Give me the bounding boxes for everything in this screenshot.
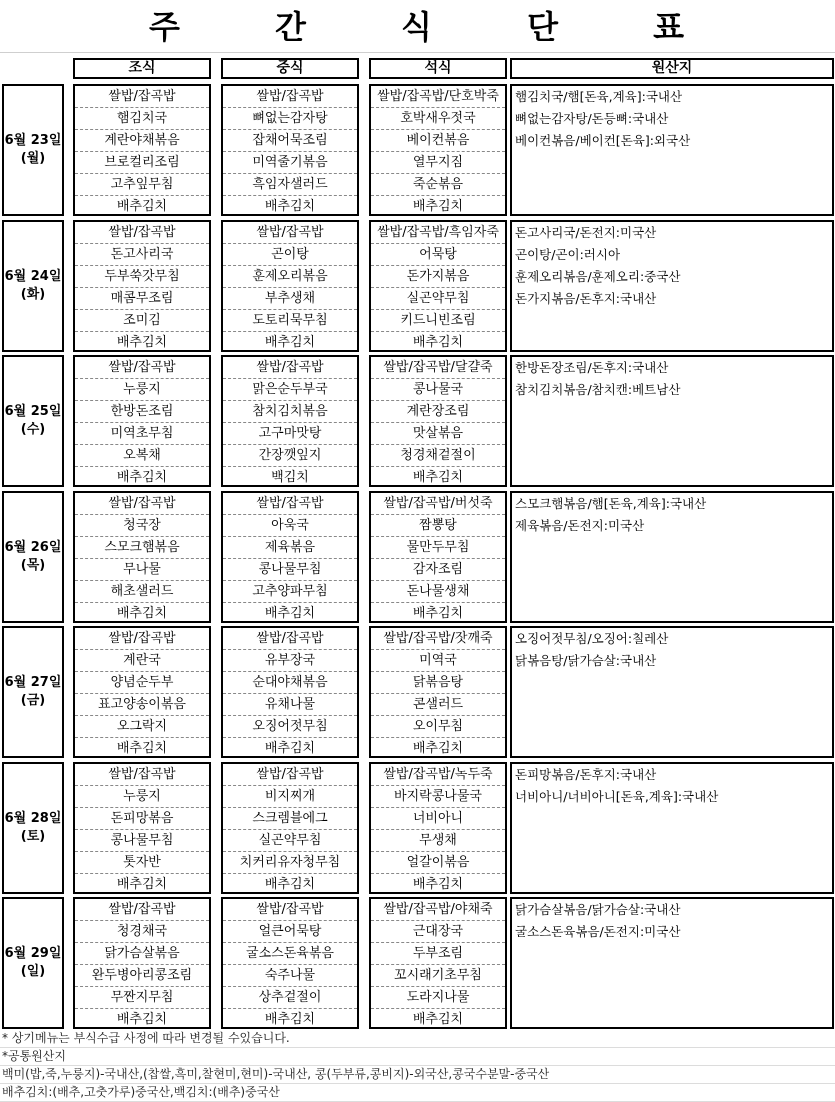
menu-item: 배추김치 <box>116 741 168 756</box>
menu-item: 배추김치 <box>412 199 464 214</box>
origin-item: 돈가지볶음/돈후지:국내산 <box>515 291 657 306</box>
menu-item: 순대야채볶음 <box>223 672 357 694</box>
date-label: 6월 29일 <box>4 946 62 961</box>
menu-item: 숙주나물 <box>223 965 357 987</box>
menu-item: 쌀밥/잡곡밥 <box>223 222 357 244</box>
dinner-menu <box>369 626 507 758</box>
menu-item: 굴소스돈육볶음 <box>223 943 357 965</box>
menu-item: 배추김치 <box>412 741 464 756</box>
menu-item: 오그락지 <box>75 716 209 738</box>
breakfast-menu <box>73 220 211 352</box>
menu-item: 실곤약무침 <box>371 288 505 310</box>
menu-item: 배추김치 <box>264 741 316 756</box>
menu-item: 배추김치 <box>264 199 316 214</box>
menu-item: 해초샐러드 <box>75 581 209 603</box>
origin-item: 참치김치볶음/참치캔:베트남산 <box>515 382 681 397</box>
menu-item: 청경채국 <box>75 921 209 943</box>
menu-item: 배추김치 <box>116 335 168 350</box>
origin-item <box>512 716 832 738</box>
header-breakfast: 조식 <box>73 58 211 79</box>
lunch-menu <box>221 897 359 1029</box>
origin-item <box>512 603 832 625</box>
menu-item: 간장깻잎지 <box>223 445 357 467</box>
origin-item: 돈고사리국/돈전지:미국산 <box>515 225 657 240</box>
origin-menu <box>510 762 834 894</box>
date-label: 6월 27일 <box>4 675 62 690</box>
origin-menu <box>510 897 834 1029</box>
menu-item: 배추김치 <box>412 470 464 485</box>
menu-item: 닭가슴살볶음 <box>75 943 209 965</box>
menu-item: 쌀밥/잡곡밥 <box>223 628 357 650</box>
day-block <box>0 762 835 894</box>
menu-item: 오복채 <box>75 445 209 467</box>
dinner-menu <box>369 220 507 352</box>
origin-item: 스모크햄볶음/햄[돈육,계육]:국내산 <box>515 496 707 511</box>
origin-item: 한방돈장조림/돈후지:국내산 <box>515 360 669 375</box>
date-label: 6월 26일 <box>4 540 62 555</box>
weekday-label: (토) <box>20 829 46 844</box>
menu-item: 닭볶음탕 <box>371 672 505 694</box>
origin-item: 닭볶음탕/닭가슴살:국내산 <box>515 653 657 668</box>
origin-item <box>512 467 832 489</box>
menu-item: 백김치 <box>271 470 309 485</box>
menu-item: 바지락콩나물국 <box>371 786 505 808</box>
day-block <box>0 355 835 487</box>
menu-item: 잡채어묵조림 <box>223 130 357 152</box>
origin-item: 뼈없는감자탕/돈등뼈:국내산 <box>515 111 669 126</box>
origin-menu <box>510 355 834 487</box>
origin-item <box>512 738 832 760</box>
menu-item: 스크렘블에그 <box>223 808 357 830</box>
breakfast-menu <box>73 626 211 758</box>
menu-item: 어묵탕 <box>371 244 505 266</box>
origin-item <box>512 808 832 830</box>
menu-item: 배추김치 <box>116 1012 168 1027</box>
breakfast-menu <box>73 355 211 487</box>
date-label: 6월 25일 <box>4 404 62 419</box>
notes <box>0 1030 835 1102</box>
day-block <box>0 626 835 758</box>
menu-item: 곤이탕 <box>223 244 357 266</box>
menu-item: 배추김치 <box>264 606 316 621</box>
menu-item: 매콤무조림 <box>75 288 209 310</box>
origin-item <box>512 196 832 218</box>
menu-item: 키드니빈조림 <box>371 310 505 332</box>
menu-item: 두부쑥갓무침 <box>75 266 209 288</box>
weekday-label: (월) <box>20 151 46 166</box>
origin-item: 돈피망볶음/돈후지:국내산 <box>515 767 657 782</box>
origin-item <box>512 852 832 874</box>
menu-item: 배추김치 <box>116 199 168 214</box>
origin-item <box>512 559 832 581</box>
breakfast-menu <box>73 897 211 1029</box>
menu-item: 쌀밥/잡곡밥 <box>75 764 209 786</box>
menu-item: 열무지짐 <box>371 152 505 174</box>
dinner-menu <box>369 491 507 623</box>
menu-item: 무생채 <box>371 830 505 852</box>
origin-item: 너비아니/너비아니[돈육,계육]:국내산 <box>515 789 719 804</box>
menu-item: 쌀밥/잡곡밥/버섯죽 <box>371 493 505 515</box>
note-common-origin-title: *공통원산지 <box>0 1048 835 1066</box>
menu-item: 물만두무침 <box>371 537 505 559</box>
origin-item: 제육볶음/돈전지:미국산 <box>515 518 645 533</box>
note-rice-bean-origin: 백미(밥,죽,누룽지)-국내산,(찹쌀,흑미,찰현미,현미)-국내산, 콩(두부류,콩비지)-외국산,콩국수분말-중국산 <box>0 1066 835 1084</box>
day-date <box>2 762 64 894</box>
day-date <box>2 220 64 352</box>
menu-item: 꼬시래기초무침 <box>371 965 505 987</box>
menu-item: 햄김치국 <box>75 108 209 130</box>
menu-item: 미역줄기볶음 <box>223 152 357 174</box>
origin-menu <box>510 220 834 352</box>
menu-item: 청경채겉절이 <box>371 445 505 467</box>
menu-item: 고추양파무침 <box>223 581 357 603</box>
menu-item: 제육볶음 <box>223 537 357 559</box>
menu-item: 돈나물생채 <box>371 581 505 603</box>
menu-item: 쌀밥/잡곡밥 <box>223 899 357 921</box>
weekday-label: (목) <box>20 558 46 573</box>
menu-item: 콘샐러드 <box>371 694 505 716</box>
menu-item: 도토리묵무침 <box>223 310 357 332</box>
menu-item: 쌀밥/잡곡밥/달걀죽 <box>371 357 505 379</box>
date-label: 6월 28일 <box>4 811 62 826</box>
note-change-notice: * 상기메뉴는 부식수급 사정에 따라 변경될 수있습니다. <box>0 1030 835 1048</box>
menu-item: 배추김치 <box>116 877 168 892</box>
menu-item: 한방돈조림 <box>75 401 209 423</box>
lunch-menu <box>221 762 359 894</box>
menu-item: 스모크햄볶음 <box>75 537 209 559</box>
menu-item: 브로컬리조림 <box>75 152 209 174</box>
menu-item: 배추김치 <box>412 606 464 621</box>
menu-item: 오이무침 <box>371 716 505 738</box>
menu-item: 쌀밥/잡곡밥/잣깨죽 <box>371 628 505 650</box>
menu-item: 부추생채 <box>223 288 357 310</box>
date-label: 6월 24일 <box>4 269 62 284</box>
menu-item: 쌀밥/잡곡밥/단호박죽 <box>371 86 505 108</box>
menu-item: 얼큰어묵탕 <box>223 921 357 943</box>
weekday-label: (일) <box>20 964 46 979</box>
day-block <box>0 220 835 352</box>
menu-item: 죽순볶음 <box>371 174 505 196</box>
dinner-menu <box>369 762 507 894</box>
menu-item: 짬뽕탕 <box>371 515 505 537</box>
origin-item <box>512 943 832 965</box>
menu-item: 미역초무침 <box>75 423 209 445</box>
menu-item: 비지찌개 <box>223 786 357 808</box>
page-title: 주 간 식 단 표 <box>148 8 727 46</box>
origin-item <box>512 581 832 603</box>
menu-item: 쌀밥/잡곡밥 <box>75 86 209 108</box>
menu-item: 돈고사리국 <box>75 244 209 266</box>
origin-item <box>512 1009 832 1031</box>
origin-item <box>512 965 832 987</box>
menu-item: 돈피망볶음 <box>75 808 209 830</box>
menu-item: 배추김치 <box>412 335 464 350</box>
menu-item: 흑임자샐러드 <box>223 174 357 196</box>
menu-item: 참치김치볶음 <box>223 401 357 423</box>
origin-item <box>512 874 832 896</box>
menu-item: 호박새우젓국 <box>371 108 505 130</box>
menu-item: 미역국 <box>371 650 505 672</box>
origin-item <box>512 445 832 467</box>
menu-item: 실곤약무침 <box>223 830 357 852</box>
menu-item: 계란야채볶음 <box>75 130 209 152</box>
menu-item: 상추겉절이 <box>223 987 357 1009</box>
menu-item: 콩나물무침 <box>75 830 209 852</box>
header-dinner: 석식 <box>369 58 507 79</box>
menu-item: 훈제오리볶음 <box>223 266 357 288</box>
menu-item: 콩나물무침 <box>223 559 357 581</box>
origin-item <box>512 537 832 559</box>
origin-item: 훈제오리볶음/훈제오리:중국산 <box>515 269 681 284</box>
menu-item: 배추김치 <box>264 1012 316 1027</box>
menu-item: 배추김치 <box>264 877 316 892</box>
menu-item: 완두병아리콩조림 <box>75 965 209 987</box>
menu-item: 쌀밥/잡곡밥 <box>75 628 209 650</box>
origin-item <box>512 401 832 423</box>
day-block <box>0 84 835 216</box>
menu-item: 두부조림 <box>371 943 505 965</box>
breakfast-menu <box>73 84 211 216</box>
menu-item: 쌀밥/잡곡밥 <box>223 357 357 379</box>
menu-item: 도라지나물 <box>371 987 505 1009</box>
day-block <box>0 491 835 623</box>
date-label: 6월 23일 <box>4 133 62 148</box>
menu-item: 쌀밥/잡곡밥 <box>223 493 357 515</box>
menu-item: 청국장 <box>75 515 209 537</box>
menu-item: 오징어젓무침 <box>223 716 357 738</box>
day-date <box>2 897 64 1029</box>
menu-item: 톳자반 <box>75 852 209 874</box>
breakfast-menu <box>73 491 211 623</box>
origin-item: 닭가슴살볶음/닭가슴살:국내산 <box>515 902 681 917</box>
header-lunch: 중식 <box>221 58 359 79</box>
menu-item: 치커리유자청무침 <box>223 852 357 874</box>
menu-item: 베이컨볶음 <box>371 130 505 152</box>
menu-item: 너비아니 <box>371 808 505 830</box>
lunch-menu <box>221 491 359 623</box>
lunch-menu <box>221 220 359 352</box>
origin-menu <box>510 626 834 758</box>
day-date <box>2 626 64 758</box>
menu-item: 쌀밥/잡곡밥 <box>223 764 357 786</box>
menu-item: 계란국 <box>75 650 209 672</box>
menu-item: 양념순두부 <box>75 672 209 694</box>
lunch-menu <box>221 84 359 216</box>
menu-item: 고구마맛탕 <box>223 423 357 445</box>
weekday-label: (화) <box>20 287 46 302</box>
menu-item: 표고양송이볶음 <box>75 694 209 716</box>
menu-item: 무나물 <box>75 559 209 581</box>
lunch-menu <box>221 355 359 487</box>
menu-item: 돈가지볶음 <box>371 266 505 288</box>
origin-item <box>512 310 832 332</box>
origin-item <box>512 694 832 716</box>
menu-item: 쌀밥/잡곡밥/야채죽 <box>371 899 505 921</box>
dinner-menu <box>369 355 507 487</box>
origin-item <box>512 987 832 1009</box>
origin-item <box>512 672 832 694</box>
menu-item: 쌀밥/잡곡밥 <box>223 86 357 108</box>
menu-item: 고추잎무침 <box>75 174 209 196</box>
origin-menu <box>510 491 834 623</box>
day-date <box>2 84 64 216</box>
menu-item: 감자조림 <box>371 559 505 581</box>
menu-item: 누룽지 <box>75 379 209 401</box>
menu-item: 맑은순두부국 <box>223 379 357 401</box>
menu-item: 쌀밥/잡곡밥 <box>75 222 209 244</box>
menu-item: 쌀밥/잡곡밥 <box>75 493 209 515</box>
menu-item: 쌀밥/잡곡밥 <box>75 899 209 921</box>
menu-item: 쌀밥/잡곡밥/녹두죽 <box>371 764 505 786</box>
origin-item <box>512 830 832 852</box>
menu-item: 유채나물 <box>223 694 357 716</box>
menu-item: 쌀밥/잡곡밥 <box>75 357 209 379</box>
menu-item: 조미김 <box>75 310 209 332</box>
breakfast-menu <box>73 762 211 894</box>
dinner-menu <box>369 84 507 216</box>
menu-item: 누룽지 <box>75 786 209 808</box>
menu-item: 계란장조림 <box>371 401 505 423</box>
origin-item: 굴소스돈육볶음/돈전지:미국산 <box>515 924 681 939</box>
lunch-menu <box>221 626 359 758</box>
origin-item <box>512 174 832 196</box>
divider <box>0 52 835 53</box>
menu-item: 얼갈이볶음 <box>371 852 505 874</box>
note-kimchi-origin: 배추김치:(배추,고춧가루)중국산,백김치:(배추)중국산 <box>0 1084 835 1102</box>
dinner-menu <box>369 897 507 1029</box>
day-date <box>2 491 64 623</box>
day-date <box>2 355 64 487</box>
weekday-label: (수) <box>20 422 46 437</box>
menu-item: 뼈없는감자탕 <box>223 108 357 130</box>
menu-item: 유부장국 <box>223 650 357 672</box>
header-origin: 원산지 <box>510 58 834 79</box>
origin-item <box>512 152 832 174</box>
menu-item: 배추김치 <box>264 335 316 350</box>
menu-item: 배추김치 <box>412 877 464 892</box>
weekday-label: (금) <box>20 693 46 708</box>
menu-item: 쌀밥/잡곡밥/흑임자죽 <box>371 222 505 244</box>
menu-item: 맛살볶음 <box>371 423 505 445</box>
origin-item: 베이컨볶음/베이컨[돈육]:외국산 <box>515 133 691 148</box>
day-block <box>0 897 835 1029</box>
menu-item: 아욱국 <box>223 515 357 537</box>
menu-item: 콩나물국 <box>371 379 505 401</box>
origin-menu <box>510 84 834 216</box>
menu-item: 배추김치 <box>412 1012 464 1027</box>
origin-item: 오징어젓무침/오징어:칠레산 <box>515 631 669 646</box>
origin-item: 햄김치국/햄[돈육,계육]:국내산 <box>515 89 683 104</box>
origin-item: 곤이탕/곤이:러시아 <box>515 247 621 262</box>
origin-item <box>512 332 832 354</box>
menu-item: 근대장국 <box>371 921 505 943</box>
menu-item: 무짠지무침 <box>75 987 209 1009</box>
menu-item: 배추김치 <box>116 470 168 485</box>
origin-item <box>512 423 832 445</box>
menu-item: 배추김치 <box>116 606 168 621</box>
